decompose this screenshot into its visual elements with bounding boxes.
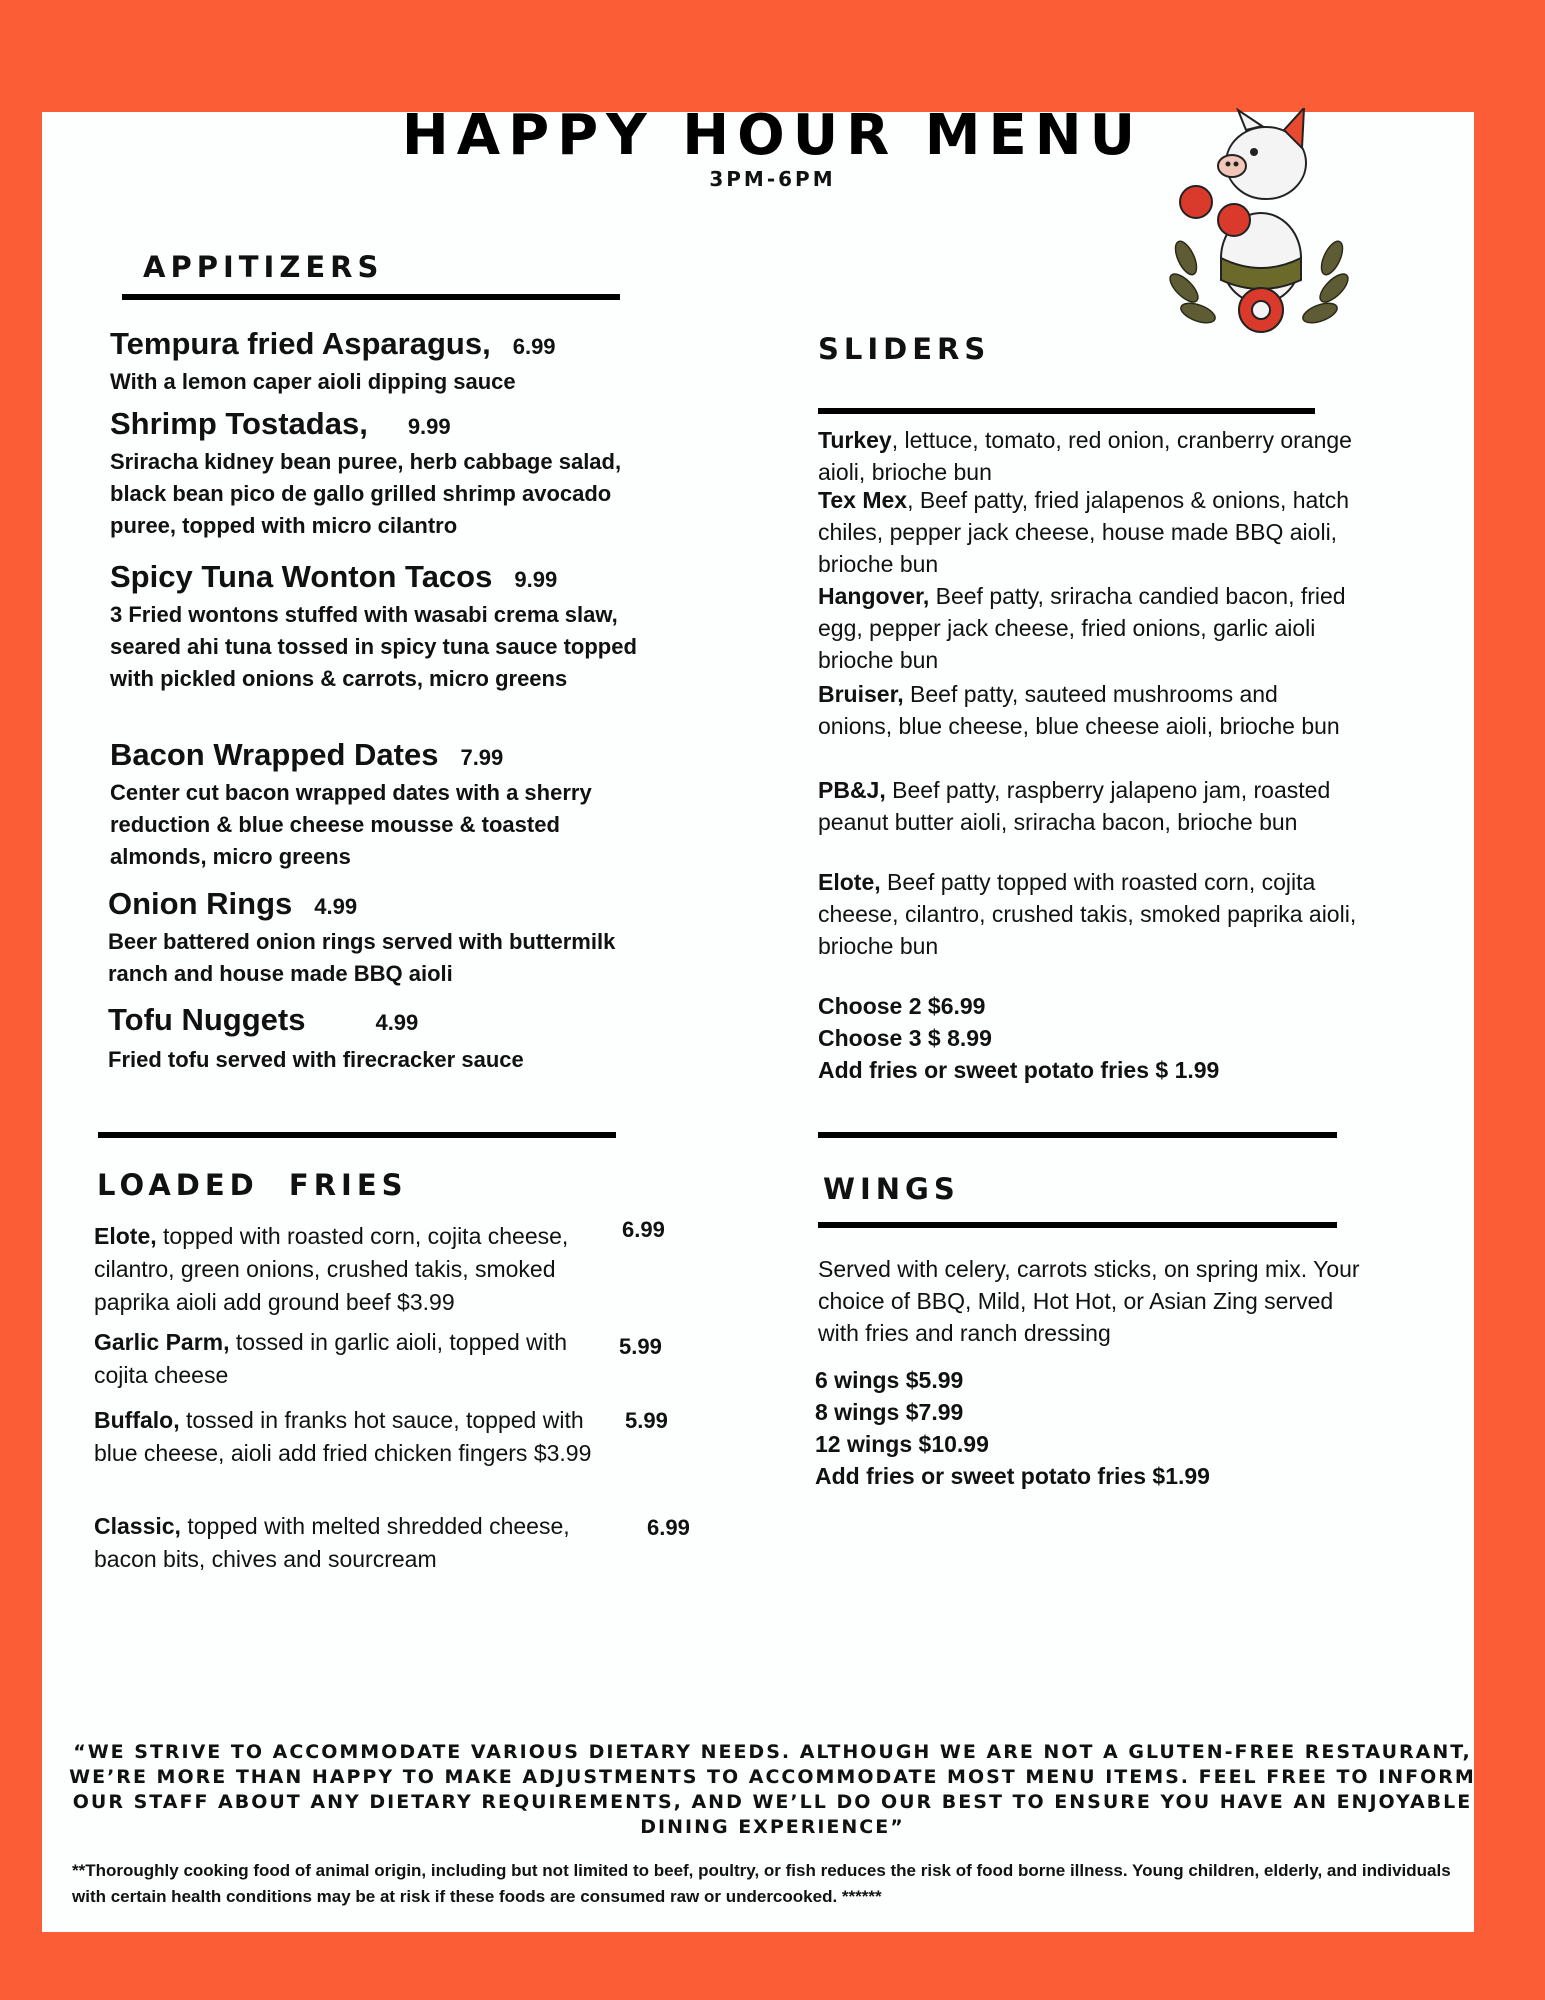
appetizer-item [108, 1002, 668, 1076]
fries-name: Elote, [94, 1223, 157, 1249]
fries-desc: topped with melted shredded cheese, bacon bits, chives and sourcream [94, 1513, 570, 1572]
slider-choose-2: Choose 2 $6.99 [818, 993, 986, 1019]
slider-addon: Add fries or sweet potato fries $ 1.99 [818, 1057, 1220, 1083]
appetizer-price: 9.99 [514, 567, 558, 592]
appetizer-name: Onion Rings [108, 886, 293, 921]
appetizer-price: 4.99 [314, 894, 358, 919]
appetizer-name: Tofu Nuggets [108, 1002, 306, 1037]
slider-desc: Beef patty, raspberry jalapeno jam, roasted peanut butter aioli, sriracha bacon, brioche bun [818, 777, 1331, 835]
fries-price: 5.99 [625, 1408, 668, 1433]
appetizer-item [110, 406, 650, 542]
fries-item [94, 1220, 634, 1319]
slider-desc: , Beef patty, fried jalapenos & onions, hatch chiles, pepper jack cheese, house made BBQ aioli, brioche bun [818, 487, 1350, 577]
appetizer-name: Spicy Tuna Wonton Tacos [110, 559, 493, 594]
slider-desc: , lettuce, tomato, red onion, cranberry orange aioli, brioche bun [818, 427, 1352, 485]
slider-name: Hangover, [818, 583, 930, 609]
appetizer-price: 6.99 [512, 334, 556, 359]
appetizer-item [110, 326, 650, 398]
appetizer-item [108, 886, 668, 990]
slider-desc: Beef patty, sauteed mushrooms and onions, blue cheese, blue cheese aioli, brioche bun [818, 681, 1340, 739]
slider-desc: Beef patty topped with roasted corn, cojita cheese, cilantro, crushed takis, smoked paprika aioli, brioche bun [818, 869, 1357, 959]
appetizer-name: Bacon Wrapped Dates [110, 737, 439, 772]
boxing-pig-logo-icon [1166, 108, 1352, 350]
wings-description: Served with celery, carrots sticks, on spring mix. Your choice of BBQ, Mild, Hot Hot, or Asian Zing served with fries and ranch dressing [818, 1256, 1360, 1346]
appetizer-price: 4.99 [375, 1010, 419, 1035]
fries-desc: topped with roasted corn, cojita cheese, cilantro, green onions, crushed takis, smoked paprika aioli add ground beef $3.99 [94, 1223, 569, 1315]
slider-item [818, 678, 1358, 742]
loaded-fries-heading: LOADED FRIES [97, 1168, 408, 1202]
appetizers-heading: APPITIZERS [143, 250, 384, 284]
fries-name: Buffalo, [94, 1407, 180, 1433]
appetizer-name: Tempura fried Asparagus, [110, 326, 491, 361]
wings-pricing [815, 1364, 1355, 1492]
slider-choose-3: Choose 3 $ 8.99 [818, 1025, 992, 1051]
appetizer-desc: Center cut bacon wrapped dates with a sherry reduction & blue cheese mousse & toasted almonds, micro greens [110, 780, 592, 869]
slider-item [818, 484, 1358, 580]
appetizers-rule [122, 294, 620, 300]
fries-price: 5.99 [619, 1334, 662, 1359]
slider-name: Elote, [818, 869, 881, 895]
appetizer-price: 9.99 [407, 414, 451, 439]
slider-desc: Beef patty, sriracha candied bacon, fried egg, pepper jack cheese, fried onions, garlic aioli brioche bun [818, 583, 1346, 673]
fries-item [94, 1326, 594, 1392]
appetizer-name: Shrimp Tostadas, [110, 406, 368, 441]
fries-price: 6.99 [647, 1515, 690, 1540]
wings-price-12: 12 wings $10.99 [815, 1431, 989, 1457]
slider-item [818, 866, 1358, 962]
wings-addon: Add fries or sweet potato fries $1.99 [815, 1463, 1210, 1489]
sliders-bottom-rule [818, 1132, 1337, 1138]
slider-name: Bruiser, [818, 681, 904, 707]
appetizer-desc: Sriracha kidney bean puree, herb cabbage salad, black bean pico de gallo grilled shrimp avocado puree, topped with micro cilantro [110, 449, 622, 538]
wings-rule [818, 1222, 1337, 1228]
appetizer-desc: With a lemon caper aioli dipping sauce [110, 369, 516, 394]
sliders-heading: SLIDERS [818, 332, 991, 366]
appetizers-bottom-rule [98, 1132, 616, 1138]
slider-name: Turkey [818, 427, 892, 453]
appetizer-item [110, 737, 650, 873]
appetizer-price: 7.99 [460, 745, 504, 770]
slider-name: PB&J, [818, 777, 886, 803]
wings-heading: WINGS [823, 1172, 960, 1206]
menu-hours: 3PM-6PM [709, 167, 836, 191]
wings-price-8: 8 wings $7.99 [815, 1399, 964, 1425]
appetizer-desc: Fried tofu served with firecracker sauce [108, 1047, 524, 1072]
menu-title: HAPPY HOUR MENU [401, 103, 1144, 168]
wings-price-6: 6 wings $5.99 [815, 1367, 964, 1393]
fries-name: Garlic Parm, [94, 1329, 230, 1355]
appetizer-desc: 3 Fried wontons stuffed with wasabi crema slaw, seared ahi tuna tossed in spicy tuna sauce topped with pickled onions & carrots, micro greens [110, 602, 637, 691]
dietary-statement: “WE STRIVE TO ACCOMMODATE VARIOUS DIETARY NEEDS. ALTHOUGH WE ARE NOT A GLUTEN-FREE RESTAURANT, WE’RE MORE THAN HAPPY TO MAKE ADJUSTMENTS TO ACCOMMODATE MOST MENU ITEMS. FEEL FREE TO INFORM OUR STAFF ABOUT ANY DIETARY REQUIREMENTS, AND WE’LL DO OUR BEST TO ENSURE YOU HAVE AN ENJOYABLE DINING EXPERIENCE” [69, 1741, 1476, 1838]
appetizer-item [110, 559, 650, 695]
fries-desc: tossed in garlic aioli, topped with cojita cheese [94, 1329, 568, 1388]
slider-pricing [818, 990, 1358, 1086]
appetizer-desc: Beer battered onion rings served with buttermilk ranch and house made BBQ aioli [108, 929, 616, 986]
fries-price: 6.99 [622, 1217, 665, 1242]
slider-item [818, 580, 1358, 676]
fries-name: Classic, [94, 1513, 181, 1539]
slider-item [818, 424, 1358, 488]
food-safety-disclaimer: **Thoroughly cooking food of animal origin, including but not limited to beef, poultry, or fish reduces the risk of food borne illness. Young children, elderly, and individuals with certain health conditions may be at risk if these foods are consumed raw or undercooked. ****** [72, 1861, 1451, 1906]
fries-item [94, 1510, 634, 1576]
fries-desc: tossed in franks hot sauce, topped with blue cheese, aioli add fried chicken fingers $3.99 [94, 1407, 592, 1466]
slider-item [818, 774, 1358, 838]
fries-item [94, 1404, 594, 1470]
sliders-rule [818, 408, 1315, 414]
slider-name: Tex Mex [818, 487, 908, 513]
